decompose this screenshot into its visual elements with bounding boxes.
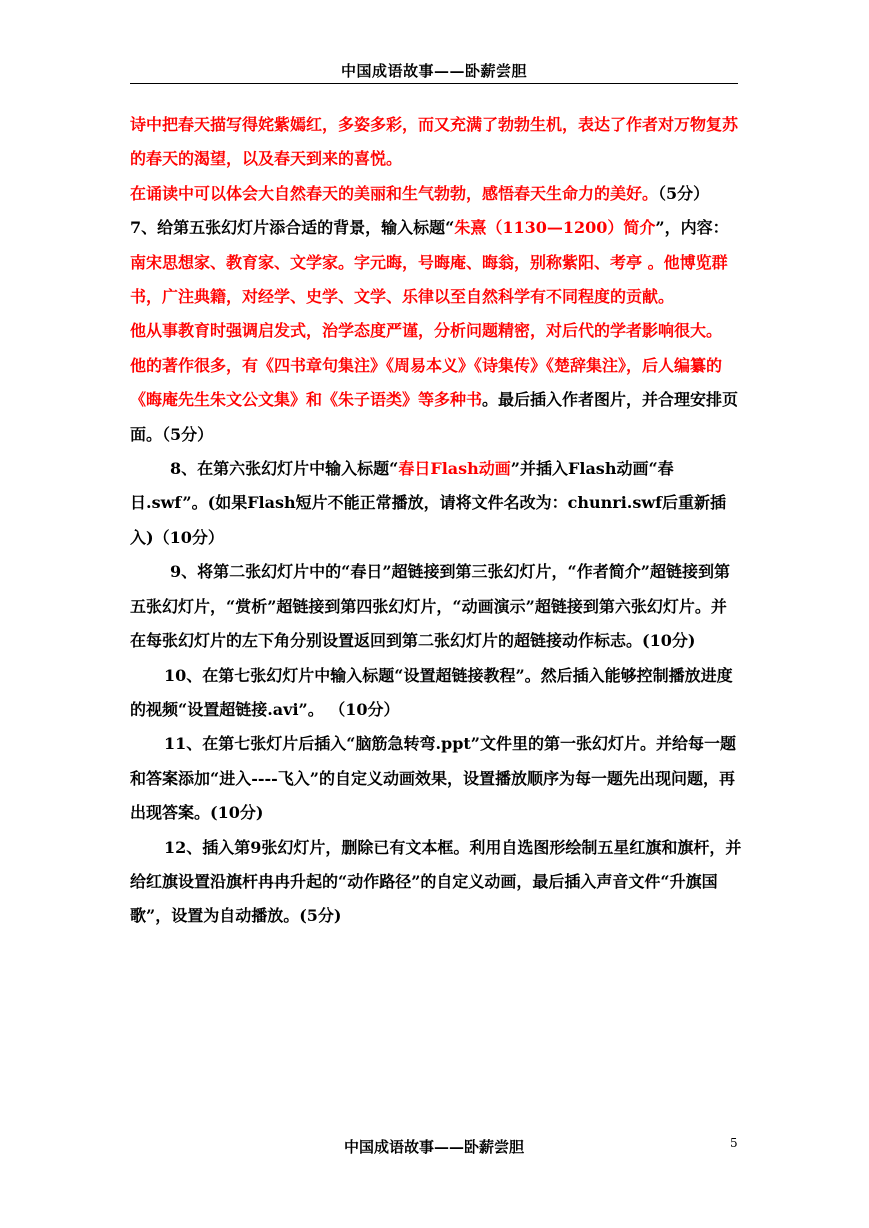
- task-7-title: 朱熹（1130—1200）简介: [454, 218, 656, 238]
- page-number: 5: [730, 1136, 738, 1150]
- works-instruction: 。最后插入作者图片，并合理安排页面。（5分）: [130, 390, 739, 444]
- paragraph-task-12: 12、插入第9张幻灯片，删除已有文本框。利用自选图形绘制五星红旗和旗杆，并给红旗设置沿旗杆冉冉升起的“动作路径”的自定义动画，最后插入声音文件“升旗国歌”，设置为自动播放。(5分): [130, 837, 742, 926]
- recitation-text: 在诵读中可以体会大自然春天的美丽和生气勃勃，感悟春天生命力的美好。: [130, 183, 659, 203]
- paragraph-appreciation: 诗中把春天描写得姹紫嫣红，多姿多彩，而又充满了勃勃生机，表达了作者对万物复苏的春天的渴望，以及春天到来的喜悦。: [130, 115, 739, 169]
- page-footer: 中国成语故事——卧薪尝胆: [343, 1138, 524, 1156]
- paragraph-task-11: 11、在第七张灯片后插入“脑筋急转弯.ppt”文件里的第一张幻灯片。并给每一题和答案添加“进入----飞入”的自定义动画效果，设置播放顺序为每一题先出现问题，再出现答案。(10分): [130, 734, 737, 823]
- paragraph-task-10: 10、在第七张幻灯片中输入标题“设置超链接教程”。然后插入能够控制播放进度的视频“设置超链接.avi”。 （10分）: [130, 665, 733, 719]
- paragraph-recitation: [130, 177, 742, 211]
- task-7-content-label: ”，内容：: [655, 218, 729, 238]
- paragraph-task-7: [130, 211, 742, 314]
- page-header: 中国成语故事——卧薪尝胆: [340, 62, 527, 80]
- paragraph-works: [130, 349, 742, 452]
- task-8-title: 春日Flash动画: [398, 459, 511, 479]
- header-rule: [130, 83, 738, 84]
- works-text: 他的著作很多，有《四书章句集注》《周易本义》《诗集传》《楚辞集注》，后人编纂的《晦庵先生朱文公文集》和《朱子语类》等多种书: [130, 355, 723, 410]
- task-7-intro: 7、给第五张幻灯片添合适的背景，输入标题“: [130, 218, 455, 238]
- paragraph-task-8: [130, 452, 742, 555]
- task-8-intro: 8、在第六张幻灯片中输入标题“: [170, 459, 399, 479]
- recitation-score: （5分）: [658, 183, 710, 203]
- paragraph-task-9: 9、将第二张幻灯片中的“春日”超链接到第三张幻灯片，“作者简介”超链接到第五张幻灯片，“赏析”超链接到第四张幻灯片，“动画演示”超链接到第六张幻灯片。并在每张幻灯片的左下角分别设置返回到第二张幻灯片的超链接动作标志。(10分): [130, 562, 730, 651]
- task-7-content: 南宋思想家、教育家、文学家。字元晦，号晦庵、晦翁，别称紫阳、考亭 。他博览群书，广注典籍，对经学、史学、文学、乐律以至自然科学有不同程度的贡献。: [130, 252, 728, 307]
- document-body: [130, 108, 742, 934]
- paragraph-education: 他从事教育时强调启发式，治学态度严谨，分析问题精密，对后代的学者影响很大。: [130, 321, 723, 341]
- task-8-rest: ”并插入Flash动画“春日.swf”。(如果Flash短片不能正常播放，请将文件名改为：chunri.swf后重新插入)（10分）: [130, 459, 727, 547]
